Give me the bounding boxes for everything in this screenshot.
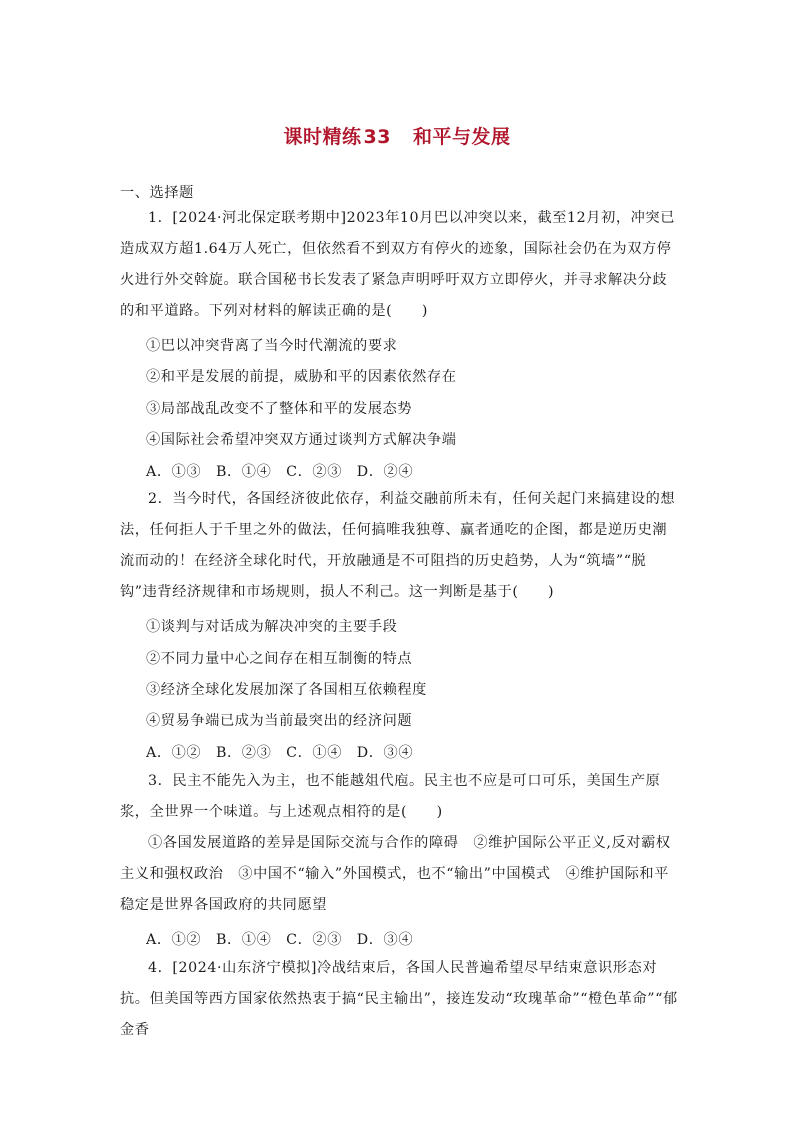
question-2-option-2: ②不同力量中心之间存在相互制衡的特点 — [146, 651, 413, 667]
question-2-text: 2．当今时代，各国经济彼此依存，利益交融前所未有，任何关起门来搞建设的想法，任何拒人于千里之外的做法，任何搞唯我独尊、赢者通吃的企图，都是逆历史潮流而动的！在经济全球化时代，开放融通是不可阻挡的历史趋势，人为“筑墙”“脱钩”违背经济规律和市场规则，损人不利己。这一判断是基于( ) — [120, 491, 676, 600]
question-3-options: ①各国发展道路的差异是国际交流与合作的障碍 ②维护国际公平正义,反对霸权主义和强权政治 ③中国不“输入”外国模式，也不“输出”中国模式 ④维护国际和平稳定是世界各国政府的共同愿望 — [120, 835, 671, 913]
title-prefix: 课时精练 — [283, 126, 362, 148]
question-1-text: 1．[2024·河北保定联考期中]2023年10月巴以冲突以来，截至12月初，冲突已造成双方超1.64万人死亡，但依然看不到双方有停火的迹象，国际社会仍在为双方停火进行外交斡旋。联合国秘书长发表了紧急声明呼吁双方立即停火，并寻求解决分歧的和平道路。下列对材料的解读正确的是( ) — [120, 210, 676, 319]
question-1-option-2: ②和平是发展的前提，威胁和平的因素依然存在 — [146, 369, 457, 385]
question-1-option-3: ③局部战乱改变不了整体和平的发展态势 — [146, 401, 413, 417]
question-1-option-4: ④国际社会希望冲突双方通过谈判方式解决争端 — [146, 432, 457, 448]
question-2-option-4: ④贸易争端已成为当前最突出的经济问题 — [146, 713, 413, 729]
question-1-option-1: ①巴以冲突背离了当今时代潮流的要求 — [146, 338, 398, 354]
page-title — [0, 122, 794, 149]
question-2-answers: A．①② B．②③ C．①④ D．③④ — [146, 745, 414, 761]
question-1-answers: A．①③ B．①④ C．②③ D．②④ — [146, 464, 414, 480]
question-2-option-1: ①谈判与对话成为解决冲突的主要手段 — [146, 619, 398, 635]
question-4-text: 4．[2024·山东济宁模拟]冷战结束后，各国人民普遍希望尽早结束意识形态对抗。但美国等西方国家依然热衷于搞“民主输出”，接连发动“玫瑰革命”“橙色革命”“郁金香 — [120, 960, 678, 1038]
question-3-text: 3．民主不能先入为主，也不能越俎代庖。民主也不应是可口可乐，美国生产原浆，全世界一个味道。与上述观点相符的是( ) — [120, 773, 661, 820]
title-number: 33 — [363, 126, 391, 148]
title-subject: 和平与发展 — [412, 126, 511, 148]
question-3-answers: A．①② B．①④ C．②③ D．③④ — [146, 932, 414, 948]
section-heading: 一、选择题 — [120, 185, 194, 201]
question-2-option-3: ③经济全球化发展加深了各国相互依赖程度 — [146, 682, 427, 698]
